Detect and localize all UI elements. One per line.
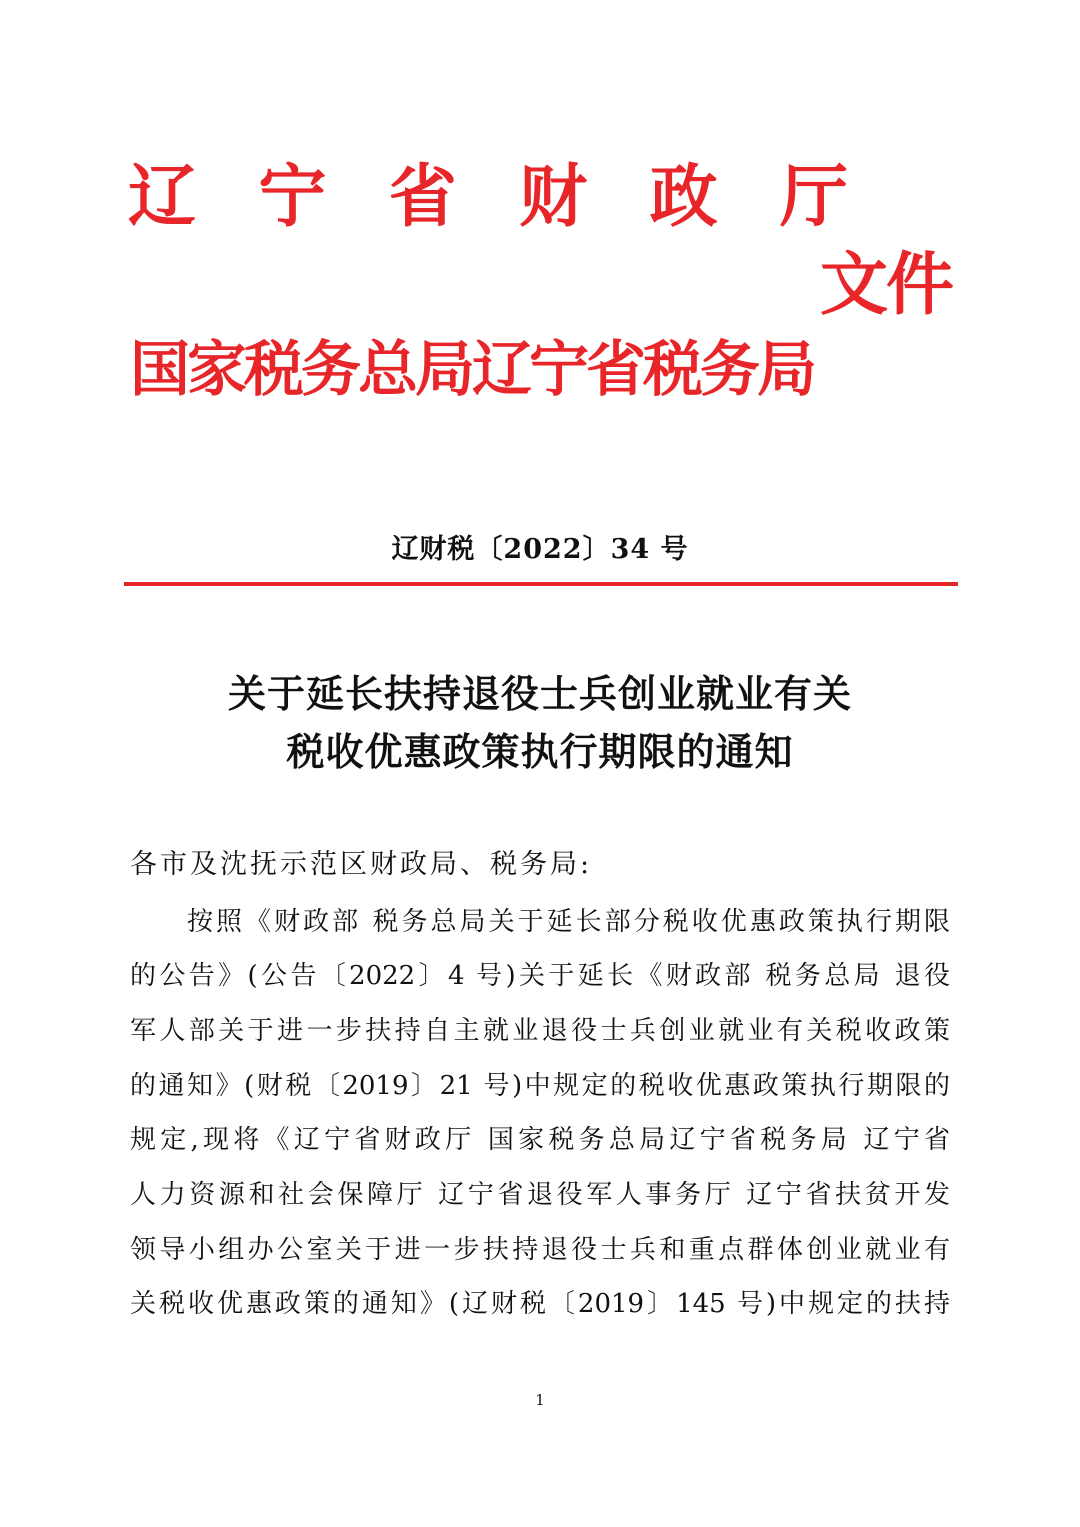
body-line: 领导小组办公室关于进一步扶持退役士兵和重点群体创业就业有	[130, 1235, 950, 1265]
body-line: 的公告》(公告〔2022〕4 号)关于延长《财政部 税务总局 退役	[130, 961, 950, 991]
issuer-char: 辽	[128, 158, 197, 237]
issuer-char: 政	[649, 158, 718, 237]
document-number: 辽财税〔2022〕34 号	[391, 534, 689, 565]
body-line: 军人部关于进一步扶持自主就业退役士兵创业就业有关税收政策	[130, 1016, 950, 1046]
issuer-char: 宁	[258, 158, 327, 237]
title-line-1: 关于延长扶持退役士兵创业就业有关	[227, 671, 852, 716]
issuer-char: 财	[519, 158, 588, 237]
notice-title	[0, 665, 1080, 781]
title-line-2: 税收优惠政策执行期限的通知	[286, 729, 794, 774]
document-word: 文件	[820, 246, 953, 325]
issuer-char: 厅	[779, 158, 848, 237]
body-line: 关税收优惠政策的通知》(辽财税〔2019〕145 号)中规定的扶持	[130, 1289, 950, 1319]
body-line: 按照《财政部 税务总局关于延长部分税收优惠政策执行期限	[187, 907, 950, 937]
page-number: 1	[535, 1391, 545, 1409]
issuer-tax-bureau: 国家税务总局辽宁省税务局	[130, 335, 814, 405]
body-line: 规定,现将《辽宁省财政厅 国家税务总局辽宁省税务局 辽宁省	[130, 1125, 950, 1155]
body-line: 的通知》(财税〔2019〕21 号)中规定的税收优惠政策执行期限的	[130, 1071, 950, 1101]
red-divider	[124, 582, 958, 586]
body-line: 人力资源和社会保障厅 辽宁省退役军人事务厅 辽宁省扶贫开发	[130, 1180, 950, 1210]
issuer-char: 省	[388, 158, 457, 237]
issuer-liaoning-finance-department	[128, 160, 848, 236]
salutation: 各市及沈抚示范区财政局、税务局:	[130, 849, 593, 880]
